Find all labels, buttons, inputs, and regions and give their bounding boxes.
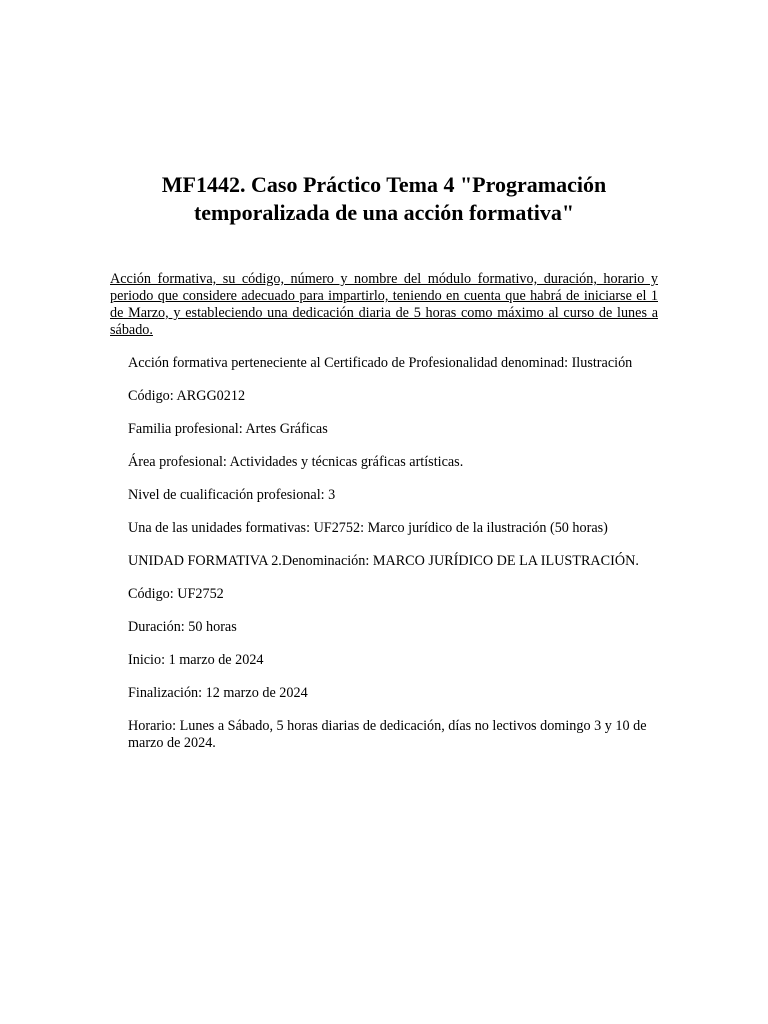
course-details — [128, 355, 658, 768]
professional-area-paragraph: Área profesional: Actividades y técnicas gráficas artísticas. — [128, 454, 464, 470]
unit-denomination-paragraph: UNIDAD FORMATIVA 2.Denominación: MARCO JURÍDICO DE LA ILUSTRACIÓN. — [128, 553, 639, 569]
schedule-paragraph: Horario: Lunes a Sábado, 5 horas diarias de dedicación, días no lectivos domingo 3 y 10 de marzo de 2024. — [128, 718, 647, 751]
unit-code-paragraph: Código: UF2752 — [128, 586, 224, 602]
document-title: MF1442. Caso Práctico Tema 4 "Programación temporalizada de una acción formativa" — [161, 172, 607, 225]
start-date-paragraph: Inicio: 1 marzo de 2024 — [128, 652, 264, 668]
training-unit-paragraph: Una de las unidades formativas: UF2752: Marco jurídico de la ilustración (50 horas) — [128, 520, 608, 536]
code-paragraph: Código: ARGG0212 — [128, 388, 246, 404]
certificate-paragraph: Acción formativa perteneciente al Certificado de Profesionalidad denominad: Ilustración — [128, 355, 633, 371]
duration-paragraph: Duración: 50 horas — [128, 619, 237, 635]
task-statement: Acción formativa, su código, número y nombre del módulo formativo, duración, horario y periodo que considere adecuado para impartirlo, teniendo en cuenta que habrá de iniciarse el 1 de Marzo, y estableciendo una dedicación diaria de 5 horas como máximo al curso de lunes a sábado. — [110, 271, 658, 338]
professional-family-paragraph: Familia profesional: Artes Gráficas — [128, 421, 328, 437]
qualification-level-paragraph: Nivel de cualificación profesional: 3 — [128, 487, 336, 503]
end-date-paragraph: Finalización: 12 marzo de 2024 — [128, 685, 308, 701]
